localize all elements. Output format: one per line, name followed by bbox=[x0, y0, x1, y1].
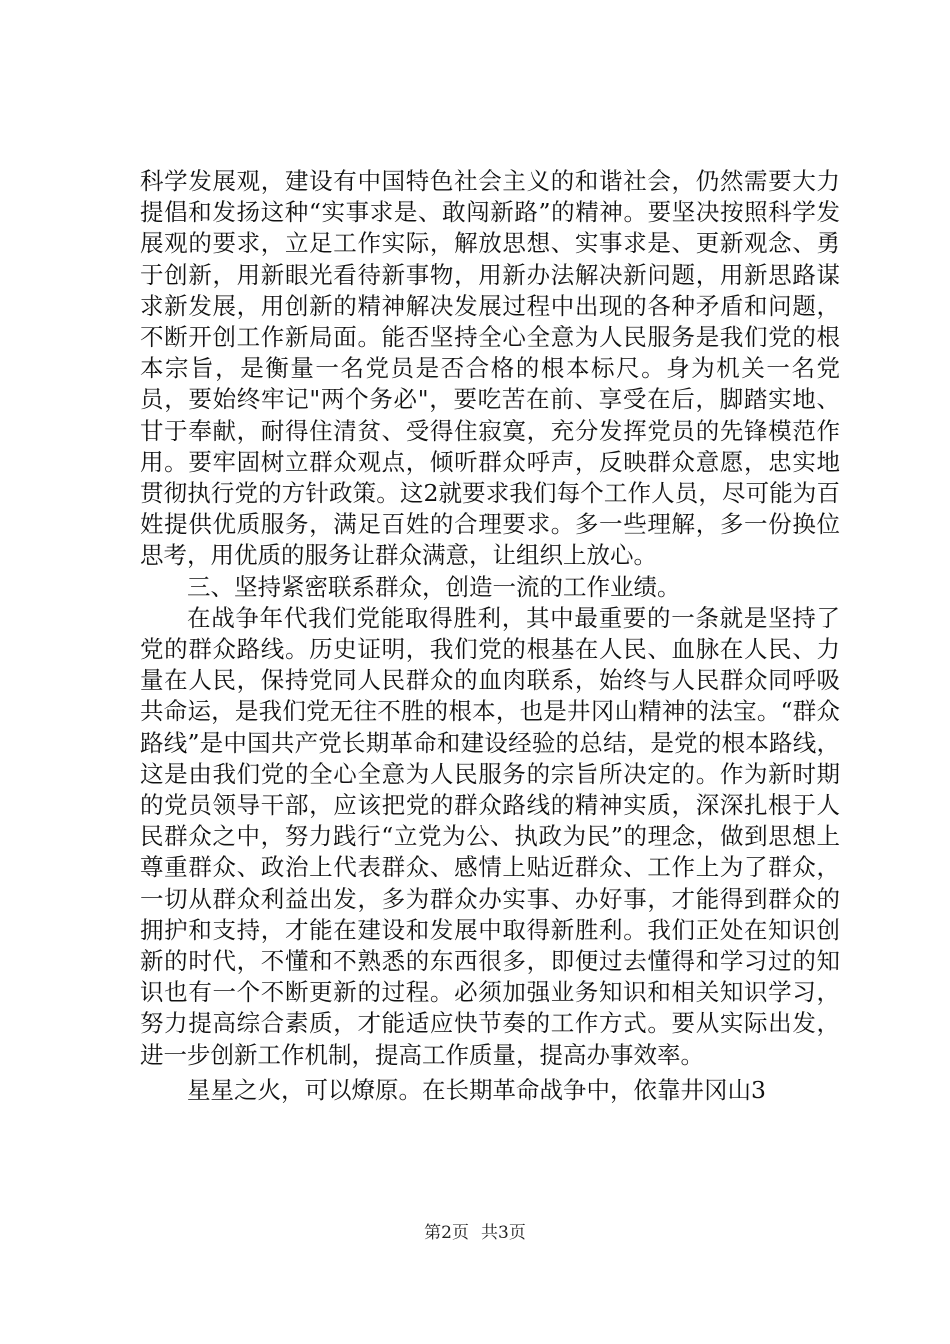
page-number-current: 第2页 bbox=[424, 1223, 469, 1243]
paragraph-1: 科学发展观，建设有中国特色社会主义的和谐社会，仍然需要大力提倡和发扬这种“实事求是、敢闯新路”的精神。要坚决按照科学发展观的要求，立足工作实际，解放思想、实事求是、更新观念、勇于创新，用新眼光看待新事物，用新办法解决新问题，用新思路谋求新发展，用创新的精神解决发展过程中出现的各种矛盾和问题，不断开创工作新局面。能否坚持全心全意为人民服务是我们党的根本宗旨，是衡量一名党员是否合格的根本标尺。身为机关一名党员，要始终牢记"两个务必"，要吃苦在前、享受在后，脚踏实地、甘于奉献，耐得住清贫、受得住寂寞，充分发挥党员的先锋模范作用。要牢固树立群众观点，倾听群众呼声，反映群众意愿，忠实地贯彻执行党的方针政策。这2就要求我们每个工作人员，尽可能为百姓提供优质服务，满足百姓的合理要求。多一些理解，多一份换位思考，用优质的服务让群众满意，让组织上放心。 bbox=[140, 167, 840, 570]
paragraph-3: 在战争年代我们党能取得胜利，其中最重要的一条就是坚持了党的群众路线。历史证明，我们党的根基在人民、血脉在人民、力量在人民，保持党同人民群众的血肉联系，始终与人民群众同呼吸共命运，是我们党无往不胜的根本，也是井冈山精神的法宝。“群众路线”是中国共产党长期革命和建设经验的总结，是党的根本路线，这是由我们党的全心全意为人民服务的宗旨所决定的。作为新时期的党员领导干部，应该把党的群众路线的精神实质，深深扎根于人民群众之中，努力践行“立党为公、执政为民”的理念，做到思想上尊重群众、政治上代表群众、感情上贴近群众、工作上为了群众，一切从群众利益出发，多为群众办实事、办好事，才能得到群众的拥护和支持，才能在建设和发展中取得新胜利。我们正处在知识创新的时代，不懂和不熟悉的东西很多，即便过去懂得和学习过的知识也有一个不断更新的过程。必须加强业务知识和相关知识学习，努力提高综合素质，才能适应快节奏的工作方式。要从实际出发，进一步创新工作机制，提高工作质量，提高办事效率。 bbox=[140, 603, 840, 1069]
page-number-total: 共3页 bbox=[481, 1223, 526, 1243]
document-body bbox=[140, 166, 840, 1106]
page-footer bbox=[0, 1218, 950, 1243]
paragraph-4: 星星之火，可以燎原。在长期革命战争中，依靠井冈山3 bbox=[187, 1075, 766, 1104]
section-heading-3: 三、坚持紧密联系群众，创造一流的工作业绩。 bbox=[187, 572, 681, 601]
